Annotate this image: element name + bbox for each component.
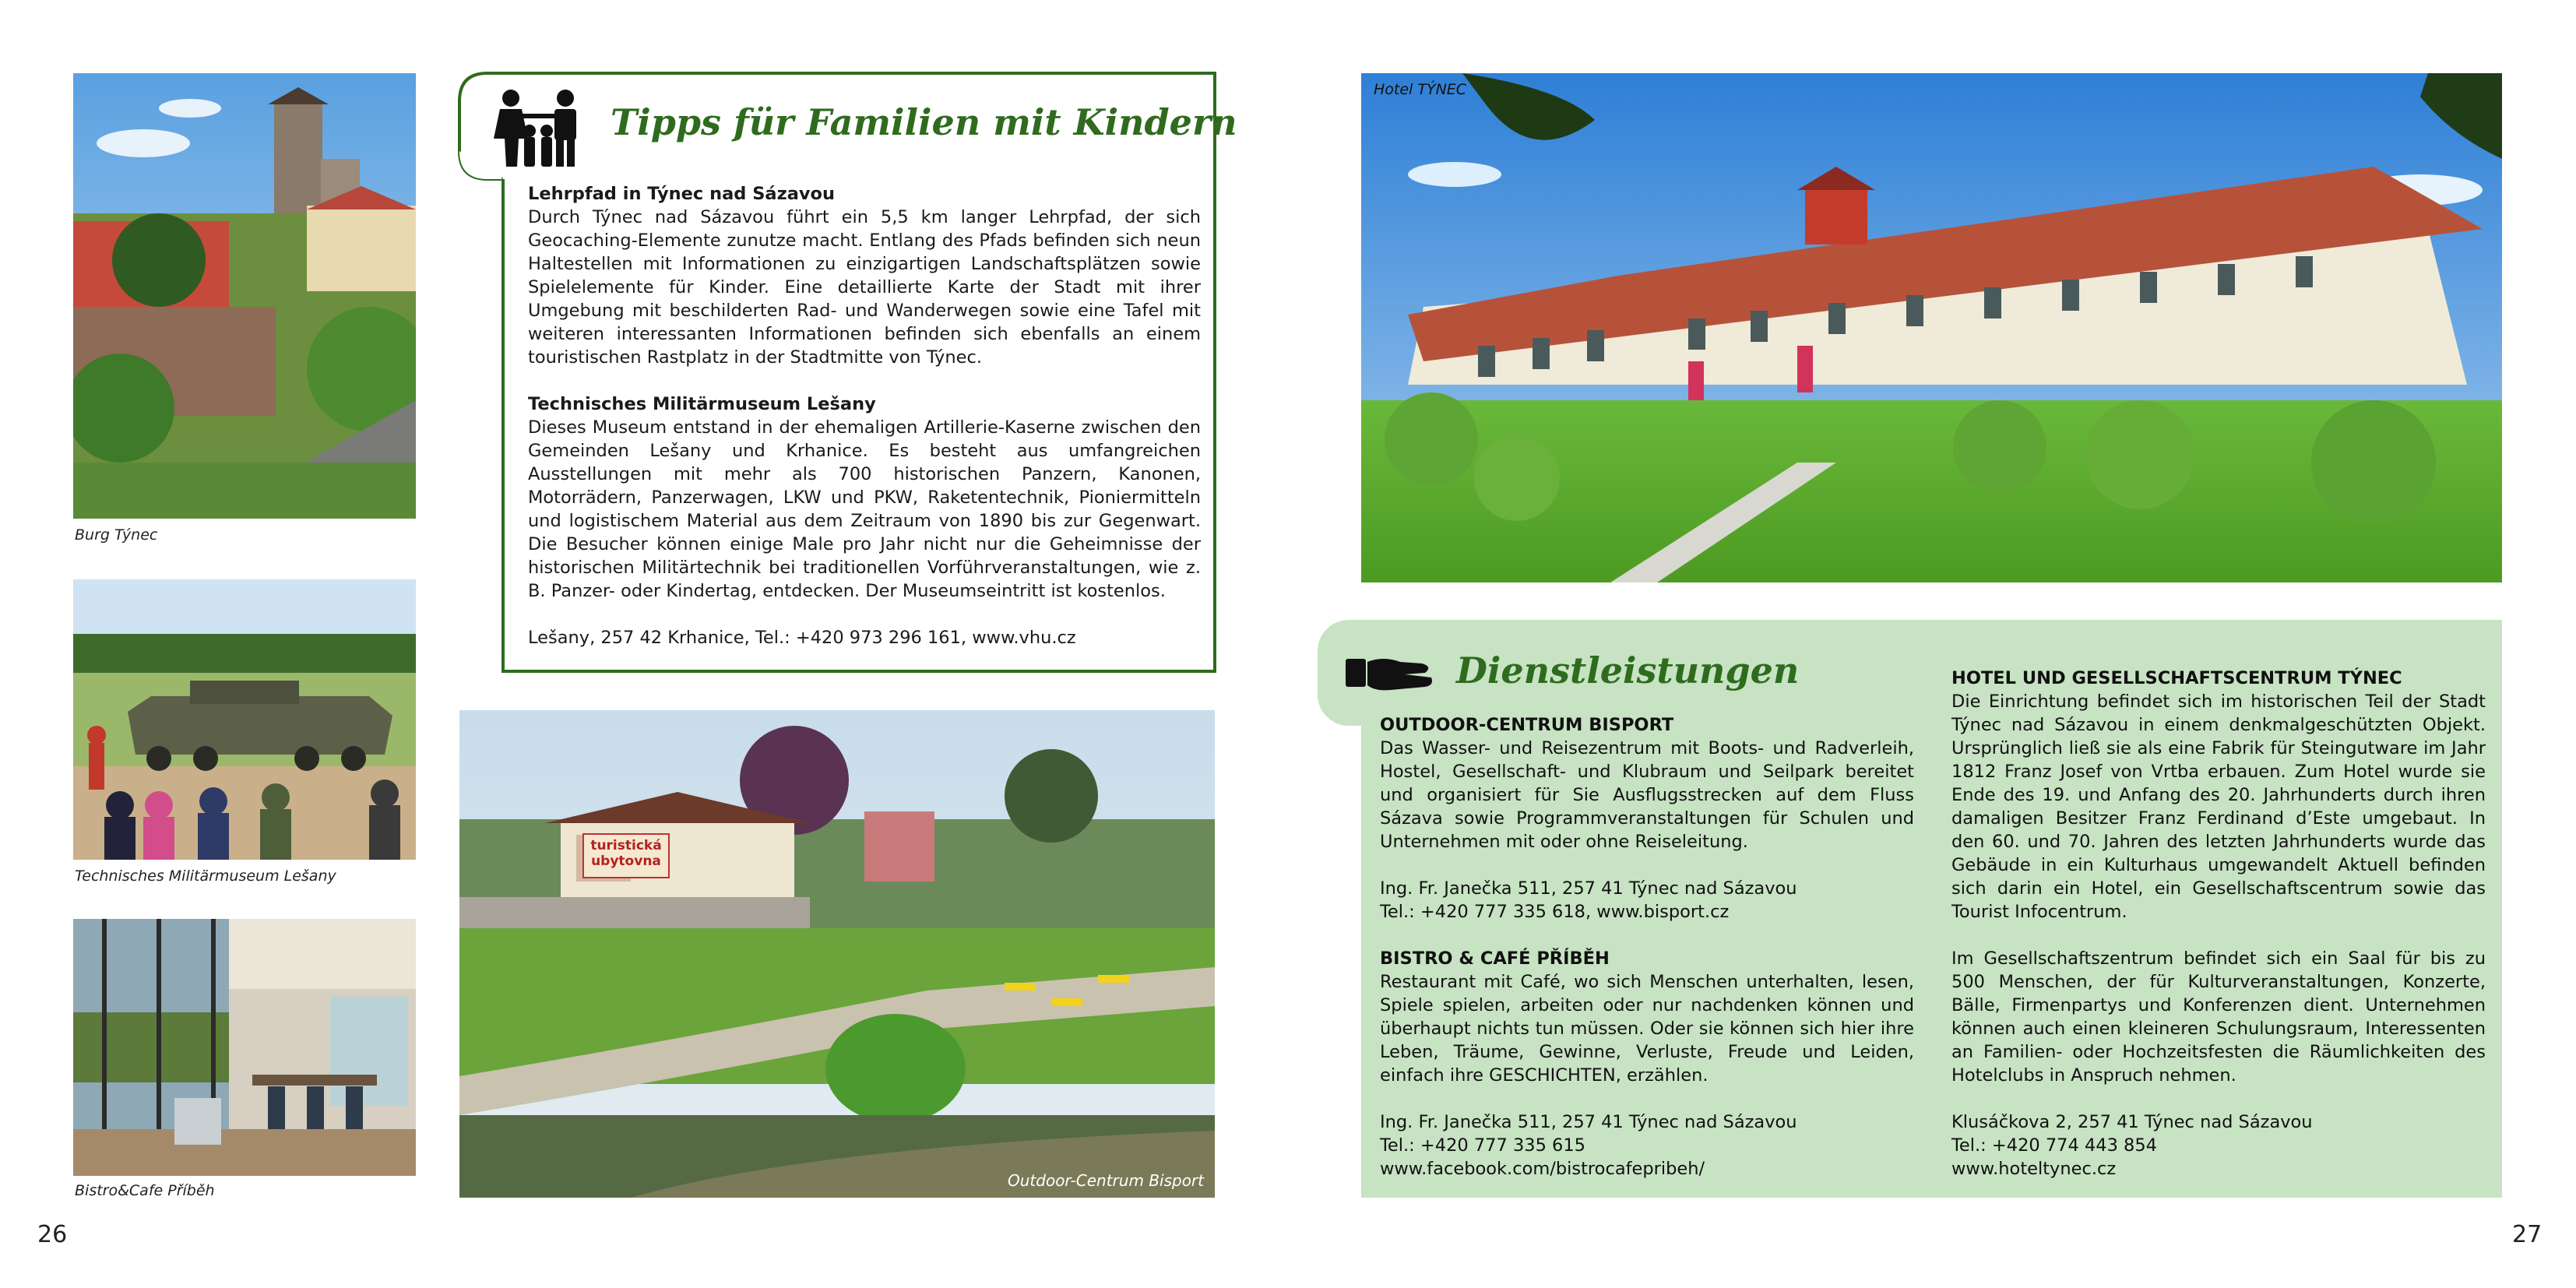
bisport-contact: Ing. Fr. Janečka 511, 257 41 Týnec nad Sázavou Tel.: +420 777 335 618, www.bisport.cz: [1380, 878, 1797, 922]
bistro-photo: [73, 919, 416, 1176]
tips-body-museum: Dieses Museum entstand in der ehemaligen Artillerie-Kaserne zwischen den Gemeinden Lešany und Krhanice. Es besteht aus umfangreichen Ausstellungen mit mehr als 700 historischen Panzern, Kanonen, Motorrädern, Panzerwagen, LKW und PKW, Raketentechnik, Pioniermitteln und logistischem Material aus dem Zeitraum von 1890 bis zur Gegenwart. Die Besucher können einige Male pro Jahr nicht nur die Geheimnisse der historischen Militärtechnik bei traditionellen Vorführveranstaltungen, wie z. B. Panzer- oder Kindertag, entdecken. Der Museumseintritt ist kostenlos.: [528, 417, 1201, 601]
tips-content: [528, 182, 1201, 673]
bistro-heading: BISTRO & CAFÉ PŘÍBĚH: [1380, 948, 1610, 969]
hotel-body-1: Die Einrichtung befindet sich im historischen Teil der Stadt Týnec nad Sázavou in einem denkmalgeschützten Objekt. Ursprünglich ließ sie als eine Fabrik für Steingutware im Jahr 1812 Franz Josef von Vrtba erbauen. Zum Hotel wurde sie Ende des 19. und Anfang des 20. Jahrhunderts durch ihren damaligen Besitzer Franz Ferdinand d’Este umgebaut. In den 60. und 70. Jahren des letzten Jahrhunderts wurde das Gebäude in ein Kulturhaus umgewandelt Aktuell befinden sich darin ein Hotel, ein Gesellschaftscentrum sowie das Tourist Infocentrum.: [1951, 692, 2486, 922]
tips-heading-trail: Lehrpfad in Týnec nad Sázavou: [528, 184, 836, 204]
page-number-left: 26: [37, 1221, 68, 1248]
bisport-caption: Outdoor-Centrum Bisport: [1008, 1171, 1204, 1190]
hotel-heading: HOTEL UND GESELLSCHAFTSCENTRUM TÝNEC: [1951, 668, 2402, 688]
tips-address: Lešany, 257 42 Krhanice, Tel.: +420 973 296 161, www.vhu.cz: [528, 628, 1076, 648]
bisport-heading: OUTDOOR-CENTRUM BISPORT: [1380, 715, 1674, 735]
services-title: Dienstleistungen: [1456, 649, 1800, 692]
bisport-body: Das Wasser- und Reisezentrum mit Boots- und Radverleih, Hostel, Gesellschaft- und Klubraum und Seilpark bereitet und organisiert für Sie Ausflugsstrecken auf dem Fluss Sázava sowie Programmveranstaltungen für Schulen und Unternehmen mit oder ohne Reiseleitung.: [1380, 738, 1914, 852]
family-icon: [481, 87, 598, 168]
bisport-photo: [459, 710, 1215, 1198]
bisport-sign-line1: turistická: [590, 838, 662, 853]
hotel-caption: Hotel TÝNEC: [1374, 81, 1467, 98]
hotel-contact: Klusáčkova 2, 257 41 Týnec nad Sázavou Tel.: +420 774 443 854 www.hoteltynec.cz: [1951, 1112, 2313, 1179]
bistro-body: Restaurant mit Café, wo sich Menschen unterhalten, lesen, Spiele spielen, arbeiten oder nur nachdenken können und überhaupt nichts tun müssen. Oder sie können sich hier ihre Leben, Träume, Gewinne, Verluste, Freude und Leiden, einfach ihre GESCHICHTEN, erzählen.: [1380, 972, 1914, 1086]
bistro-contact: Ing. Fr. Janečka 511, 257 41 Týnec nad Sázavou Tel.: +420 777 335 615 www.facebook.com/bistrocafepribeh/: [1380, 1112, 1797, 1179]
bisport-sign: [582, 833, 670, 878]
tips-body-trail: Durch Týnec nad Sázavou führt ein 5,5 km langer Lehrpfad, der sich Geocaching-Elemente zunutze macht. Entlang des Pfads befinden sich neun Haltestellen mit Informationen zu einzigartigen Landschaftsplätzen sowie Spielelemente für Kinder. Eine detaillierte Karte der Stadt mit ihrer Umgebung mit beschilderten Rad- und Wanderwegen sowie eine Tafel mit weiteren interessanten Informationen befinden sich ebenfalls an einem touristischen Rastplatz in der Stadtmitte von Týnec.: [528, 207, 1201, 368]
services-right-column: [1951, 667, 2486, 1204]
bistro-caption: Bistro&Cafe Příběh: [75, 1182, 215, 1199]
tips-heading-museum: Technisches Militärmuseum Lešany: [528, 394, 876, 414]
page-number-right: 27: [2512, 1221, 2543, 1248]
services-left-column: [1380, 713, 1914, 1204]
museum-caption: Technisches Militärmuseum Lešany: [75, 867, 336, 885]
museum-photo: [73, 579, 416, 860]
castle-caption: Burg Týnec: [75, 526, 158, 544]
bisport-sign-line2: ubytovna: [591, 853, 661, 869]
tips-title: Tipps für Familien mit Kindern: [611, 101, 1237, 143]
castle-photo: [73, 73, 416, 519]
hand-icon: [1344, 651, 1434, 698]
hotel-body-2: Im Gesellschaftszentrum befindet sich ein Saal für bis zu 500 Menschen, der für Kulturveranstaltungen, Konzerte, Bälle, Firmenpartys und Konferenzen dient. Unternehmen können auch einen kleineren Schulungsraum, Interessenten an Familien- oder Hochzeitsfesten die Räumlichkeiten des Hotelclubs in Anspruch nehmen.: [1951, 948, 2486, 1086]
hotel-photo: [1361, 73, 2502, 582]
